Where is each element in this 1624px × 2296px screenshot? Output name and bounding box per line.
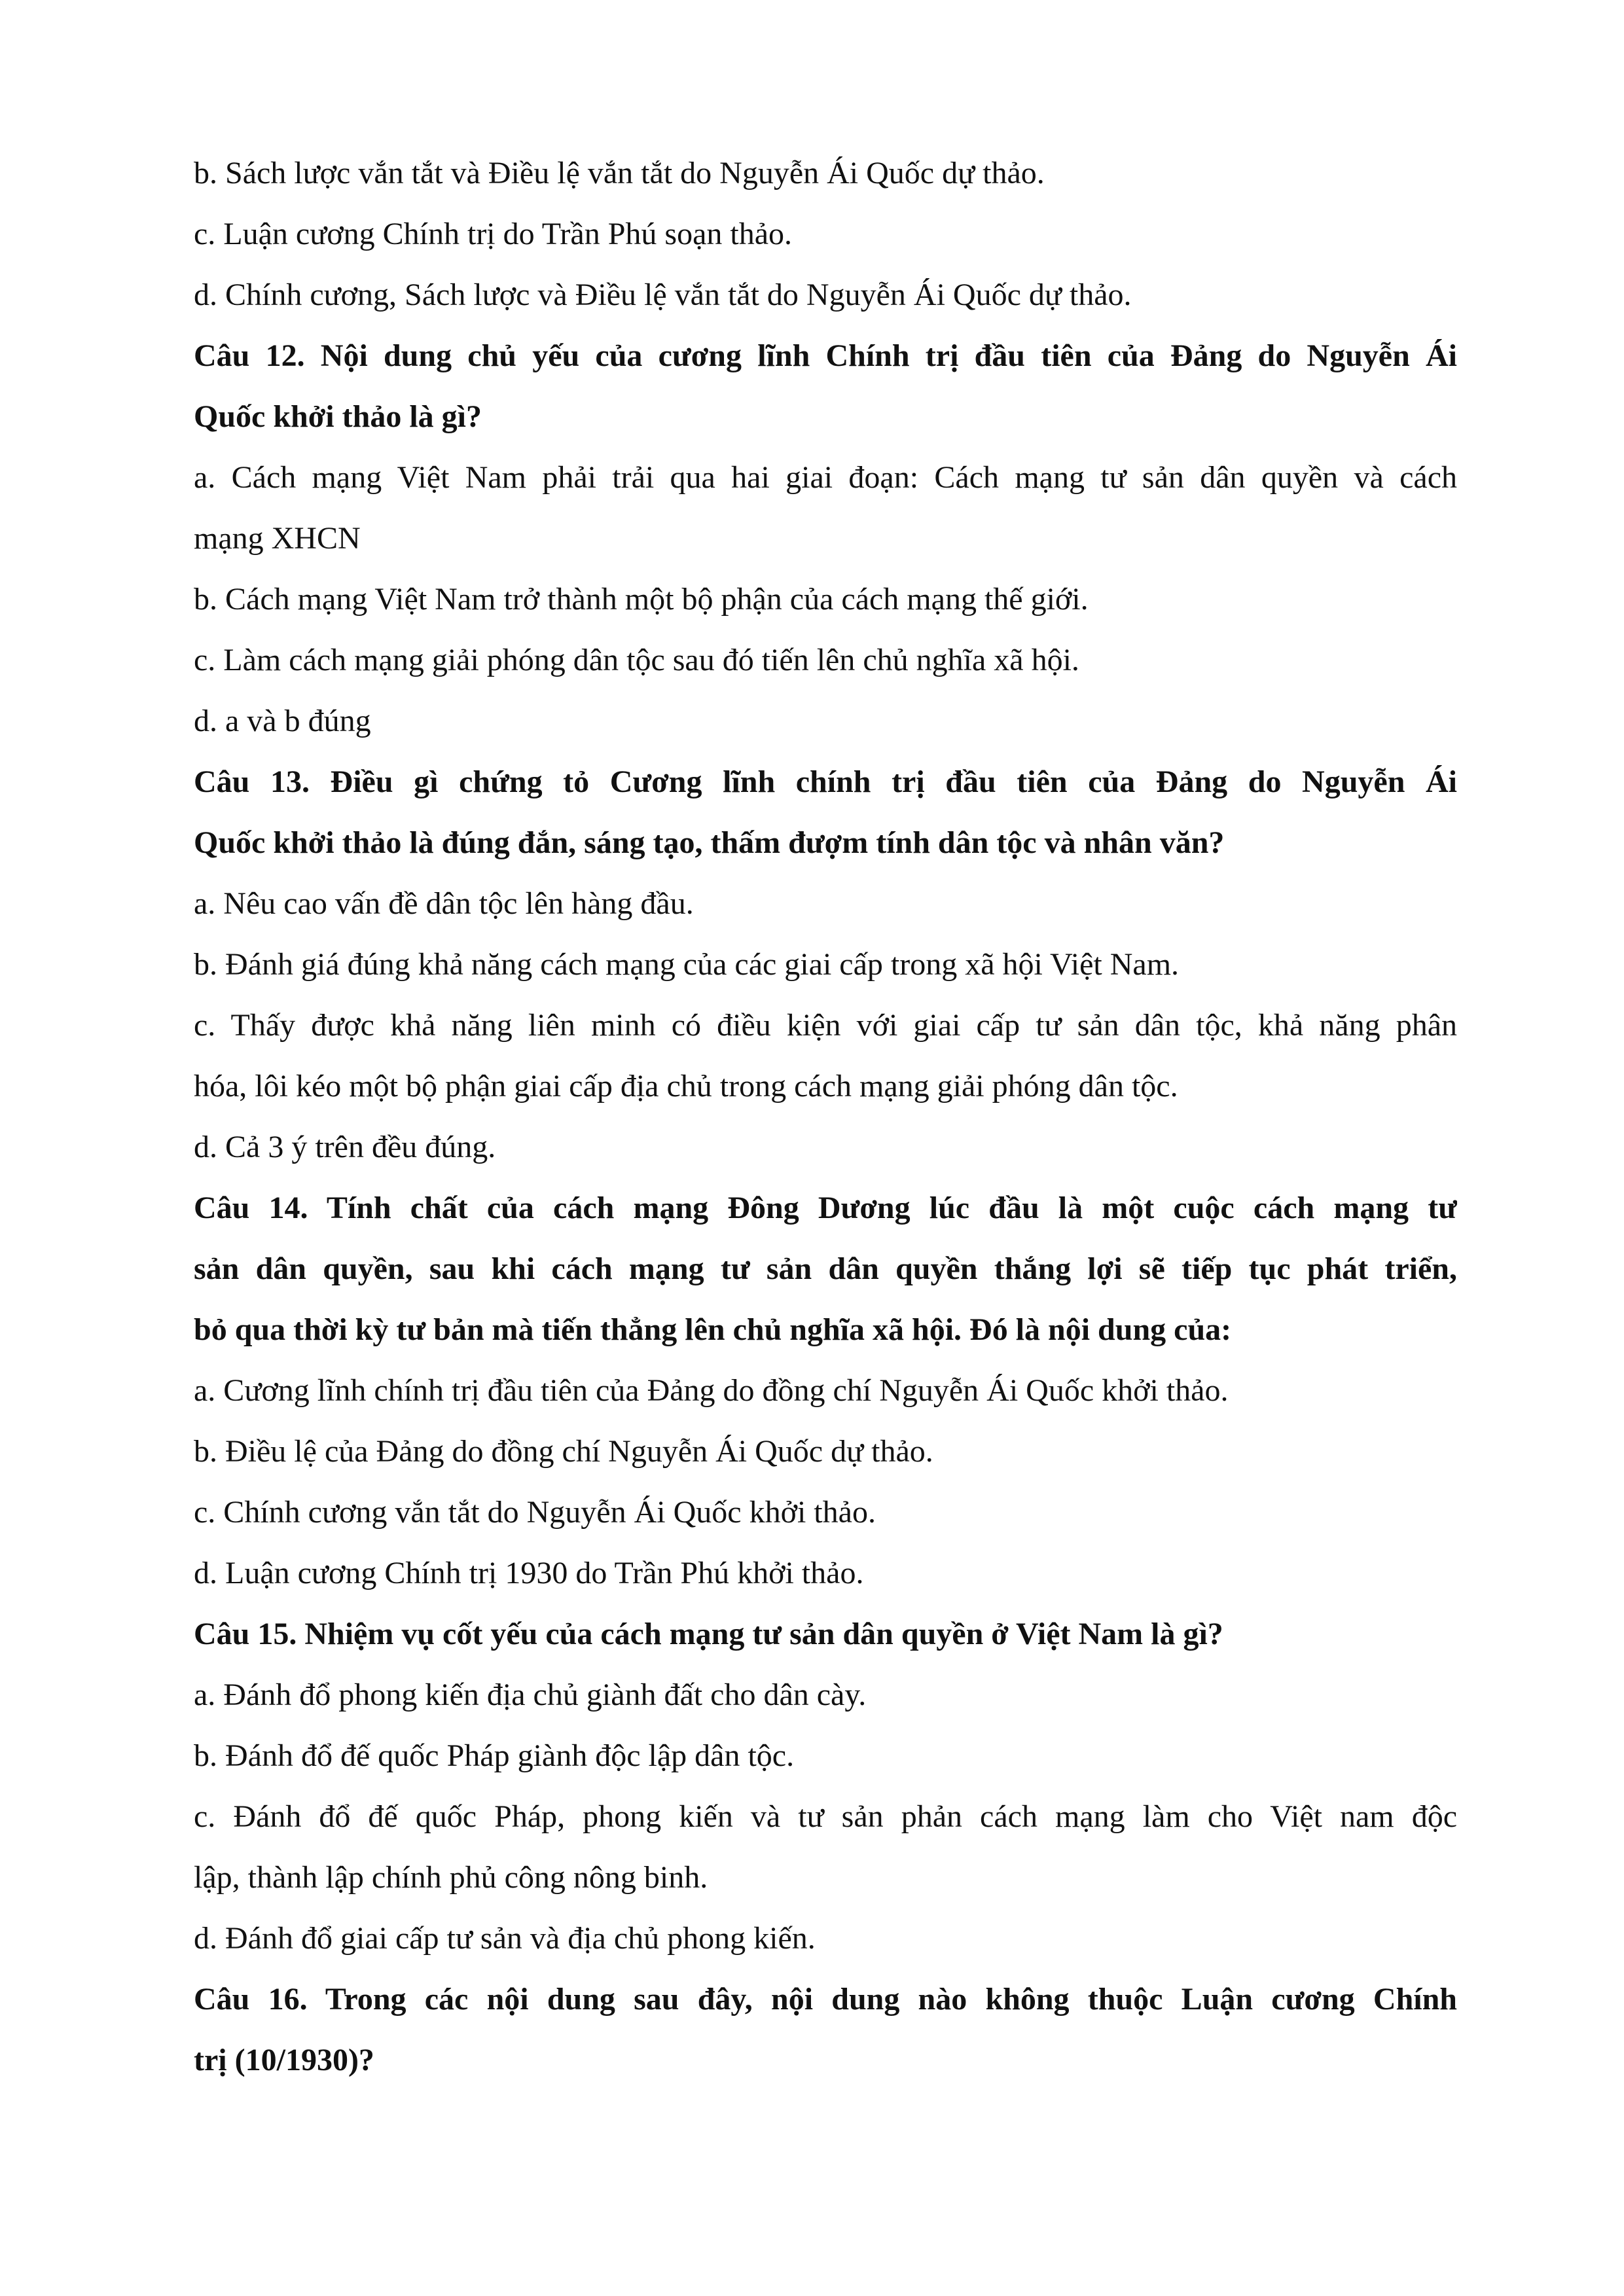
option-15c-line-2: lập, thành lập chính phủ công nông binh. [194, 1860, 708, 1895]
question-16-line-2: trị (10/1930)? [194, 2043, 374, 2077]
question-14-line-1: Câu 14. Tính chất của cách mạng Đông Dương lúc đầu là một cuộc cách mạng tư [194, 1191, 1457, 1225]
option-13c-line-2: hóa, lôi kéo một bộ phận giai cấp địa chủ trong cách mạng giải phóng dân tộc. [194, 1069, 1178, 1103]
option-12a-line-2: mạng XHCN [194, 521, 361, 556]
question-14-line-3: bỏ qua thời kỳ tư bản mà tiến thẳng lên chủ nghĩa xã hội. Đó là nội dung của: [194, 1312, 1232, 1347]
option-14b: b. Điều lệ của Đảng do đồng chí Nguyễn Ái Quốc dự thảo. [194, 1434, 933, 1469]
option-13a: a. Nêu cao vấn đề dân tộc lên hàng đầu. [194, 886, 694, 921]
option-15c-line-1: c. Đánh đổ đế quốc Pháp, phong kiến và tư sản phản cách mạng làm cho Việt nam độc [194, 1799, 1457, 1834]
option-11c: c. Luận cương Chính trị do Trần Phú soạn thảo. [194, 217, 793, 251]
option-13d: d. Cả 3 ý trên đều đúng. [194, 1130, 496, 1164]
option-15b: b. Đánh đổ đế quốc Pháp giành độc lập dân tộc. [194, 1738, 795, 1773]
option-15d: d. Đánh đổ giai cấp tư sản và địa chủ phong kiến. [194, 1921, 816, 1956]
option-12d: d. a và b đúng [194, 704, 371, 738]
option-14c: c. Chính cương vắn tắt do Nguyễn Ái Quốc khởi thảo. [194, 1495, 876, 1530]
question-15: Câu 15. Nhiệm vụ cốt yếu của cách mạng tư sản dân quyền ở Việt Nam là gì? [194, 1617, 1223, 1651]
question-12-line-2: Quốc khởi thảo là gì? [194, 399, 482, 434]
option-15a: a. Đánh đổ phong kiến địa chủ giành đất cho dân cày. [194, 1677, 867, 1712]
document-body [194, 143, 1457, 2090]
option-12b: b. Cách mạng Việt Nam trở thành một bộ phận của cách mạng thế giới. [194, 582, 1089, 617]
question-12-line-1: Câu 12. Nội dung chủ yếu của cương lĩnh Chính trị đầu tiên của Đảng do Nguyễn Ái [194, 338, 1457, 373]
option-12a-line-1: a. Cách mạng Việt Nam phải trải qua hai giai đoạn: Cách mạng tư sản dân quyền và cách [194, 460, 1457, 495]
option-13b: b. Đánh giá đúng khả năng cách mạng của các giai cấp trong xã hội Việt Nam. [194, 947, 1180, 982]
option-13c-line-1: c. Thấy được khả năng liên minh có điều kiện với giai cấp tư sản dân tộc, khả năng phân [194, 1008, 1457, 1043]
question-13-line-1: Câu 13. Điều gì chứng tỏ Cương lĩnh chính trị đầu tiên của Đảng do Nguyễn Ái [194, 764, 1457, 799]
question-13-line-2: Quốc khởi thảo là đúng đắn, sáng tạo, thấm đượm tính dân tộc và nhân văn? [194, 825, 1225, 860]
question-14-line-2: sản dân quyền, sau khi cách mạng tư sản dân quyền thắng lợi sẽ tiếp tục phát triển, [194, 1251, 1457, 1286]
option-11b: b. Sách lược vắn tắt và Điều lệ vắn tắt do Nguyễn Ái Quốc dự thảo. [194, 156, 1045, 190]
option-12c: c. Làm cách mạng giải phóng dân tộc sau đó tiến lên chủ nghĩa xã hội. [194, 643, 1079, 677]
option-14a: a. Cương lĩnh chính trị đầu tiên của Đảng do đồng chí Nguyễn Ái Quốc khởi thảo. [194, 1373, 1229, 1408]
question-16-line-1: Câu 16. Trong các nội dung sau đây, nội dung nào không thuộc Luận cương Chính [194, 1982, 1457, 2017]
option-14d: d. Luận cương Chính trị 1930 do Trần Phú khởi thảo. [194, 1556, 864, 1590]
option-11d: d. Chính cương, Sách lược và Điều lệ vắn tắt do Nguyễn Ái Quốc dự thảo. [194, 278, 1132, 312]
